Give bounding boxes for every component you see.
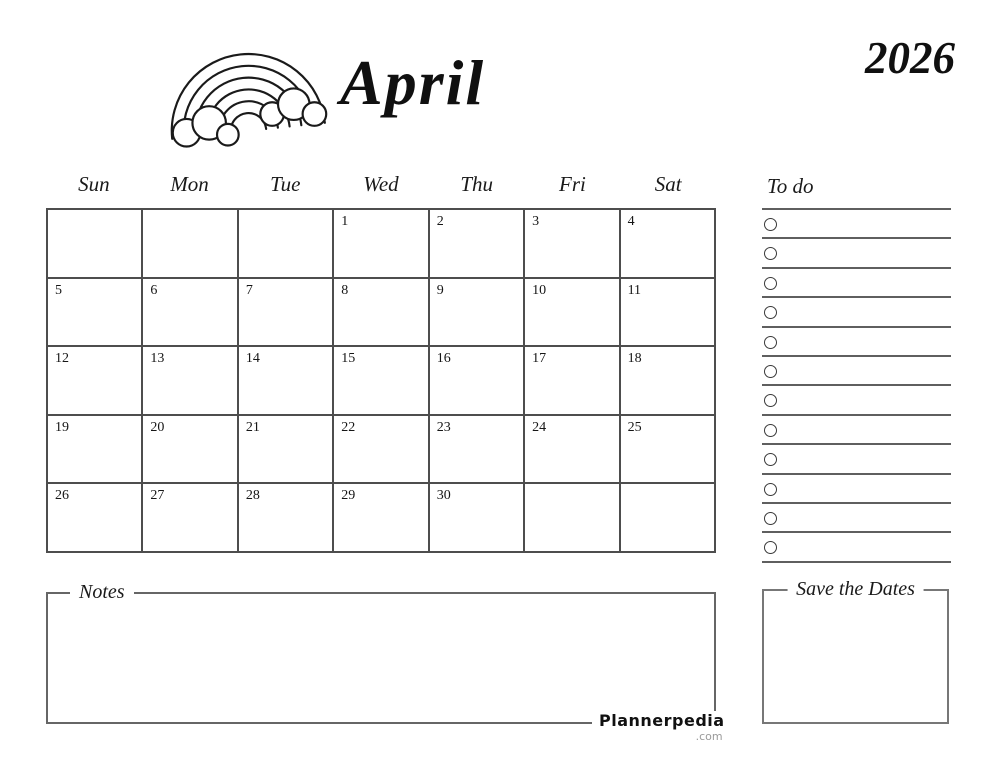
day-header-tue: Tue [270, 172, 301, 196]
todo-row [762, 416, 951, 445]
date-number: 10 [532, 282, 547, 298]
todo-row [762, 475, 951, 504]
date-number: 22 [341, 419, 356, 435]
date-number: 23 [436, 419, 451, 435]
date-number: 5 [55, 282, 62, 298]
calendar-cell-19 [48, 416, 143, 485]
day-header-sat: Sat [654, 172, 682, 196]
calendar-cell-7 [239, 279, 334, 348]
todo-checkbox-circle [764, 336, 777, 349]
calendar-cell-15 [334, 347, 429, 416]
date-number: 21 [245, 419, 260, 435]
date-number [525, 484, 618, 488]
date-number: 9 [436, 282, 444, 298]
calendar-cell-empty [48, 210, 143, 279]
todo-row [762, 328, 951, 357]
save-the-dates-title: Save the Dates [787, 578, 924, 601]
day-header-wed: Wed [363, 172, 399, 196]
date-number: 20 [150, 419, 165, 435]
calendar-cell-27 [143, 484, 238, 553]
todo-checkbox-circle [764, 483, 777, 496]
date-number: 13 [150, 351, 165, 367]
calendar-cell-11 [621, 279, 716, 348]
calendar-cell-3 [525, 210, 620, 279]
date-number: 19 [55, 419, 69, 435]
todo-row [762, 533, 951, 562]
day-header-sun: Sun [78, 172, 110, 196]
todo-checkbox-circle [764, 424, 777, 437]
calendar-cell-6 [143, 279, 238, 348]
date-number: 24 [532, 419, 547, 435]
calendar-cell-17 [525, 347, 620, 416]
calendar-cell-20 [143, 416, 238, 485]
date-number: 17 [532, 351, 547, 367]
calendar-cell-empty [621, 484, 716, 553]
date-number: 18 [627, 351, 642, 367]
todo-row [762, 504, 951, 533]
calendar-cell-12 [48, 347, 143, 416]
todo-checkbox-circle [764, 365, 777, 378]
todo-checkbox-circle [764, 218, 777, 231]
calendar-cell-1 [334, 210, 429, 279]
date-number: 7 [245, 282, 253, 298]
brand-logo [592, 711, 732, 743]
calendar-cell-8 [334, 279, 429, 348]
calendar-cell-10 [525, 279, 620, 348]
year-label: 2026 [865, 33, 955, 83]
calendar-cell-empty [239, 210, 334, 279]
date-number: 26 [55, 488, 69, 504]
date-number: 1 [341, 214, 349, 229]
save-the-dates-box [762, 578, 949, 724]
notes-box [46, 581, 716, 724]
todo-checkbox-circle [764, 541, 777, 554]
date-number: 16 [436, 351, 451, 367]
todo-row [762, 386, 951, 415]
todo-row [762, 239, 951, 268]
todo-checkbox-circle [764, 247, 777, 260]
calendar-cell-29 [334, 484, 429, 553]
date-number: 6 [150, 282, 158, 298]
day-header-fri: Fri [559, 172, 586, 196]
todo-checkbox-circle [764, 453, 777, 466]
month-title: April [340, 47, 486, 118]
todo-row [762, 445, 951, 474]
date-number [621, 484, 714, 488]
brand-domain: .com [695, 730, 723, 743]
date-number: 12 [55, 351, 69, 367]
todo-row [762, 357, 951, 386]
date-number [143, 210, 236, 214]
date-number [239, 210, 332, 214]
calendar-cell-23 [430, 416, 525, 485]
calendar-cell-empty [525, 484, 620, 553]
calendar-cell-28 [239, 484, 334, 553]
todo-row [762, 269, 951, 298]
day-header-row [46, 172, 716, 204]
date-number: 25 [627, 419, 642, 435]
calendar-cell-2 [430, 210, 525, 279]
todo-title: To do [767, 174, 814, 198]
calendar-cell-24 [525, 416, 620, 485]
calendar-cell-18 [621, 347, 716, 416]
day-header-mon: Mon [170, 172, 209, 196]
todo-checkbox-circle [764, 394, 777, 407]
notes-title: Notes [70, 581, 134, 604]
todo-checkbox-circle [764, 512, 777, 525]
date-number: 28 [245, 488, 260, 504]
todo-row [762, 210, 951, 239]
day-header-thu: Thu [460, 172, 494, 196]
date-number: 3 [532, 214, 540, 229]
calendar-cell-26 [48, 484, 143, 553]
date-number: 2 [436, 214, 444, 229]
date-number: 30 [436, 488, 451, 504]
brand-name: Plannerpedia [592, 711, 732, 730]
calendar-cell-22 [334, 416, 429, 485]
calendar-cell-30 [430, 484, 525, 553]
calendar-cell-14 [239, 347, 334, 416]
rainbow-icon [158, 24, 340, 148]
date-number: 11 [627, 282, 642, 298]
date-number: 8 [341, 282, 349, 298]
calendar-cell-25 [621, 416, 716, 485]
todo-row [762, 298, 951, 327]
date-number: 15 [341, 351, 356, 367]
todo-checkbox-circle [764, 277, 777, 290]
calendar-cell-5 [48, 279, 143, 348]
date-number: 4 [627, 214, 635, 229]
calendar-cell-21 [239, 416, 334, 485]
cloud-left [173, 106, 239, 146]
calendar-cell-9 [430, 279, 525, 348]
calendar-cell-empty [143, 210, 238, 279]
calendar-cell-13 [143, 347, 238, 416]
date-number [48, 210, 141, 214]
todo-list [762, 208, 951, 563]
todo-checkbox-circle [764, 306, 777, 319]
date-number: 29 [341, 488, 356, 504]
calendar-grid [46, 208, 716, 553]
date-number: 14 [245, 351, 260, 367]
calendar-cell-16 [430, 347, 525, 416]
calendar-cell-4 [621, 210, 716, 279]
date-number: 27 [150, 488, 165, 504]
